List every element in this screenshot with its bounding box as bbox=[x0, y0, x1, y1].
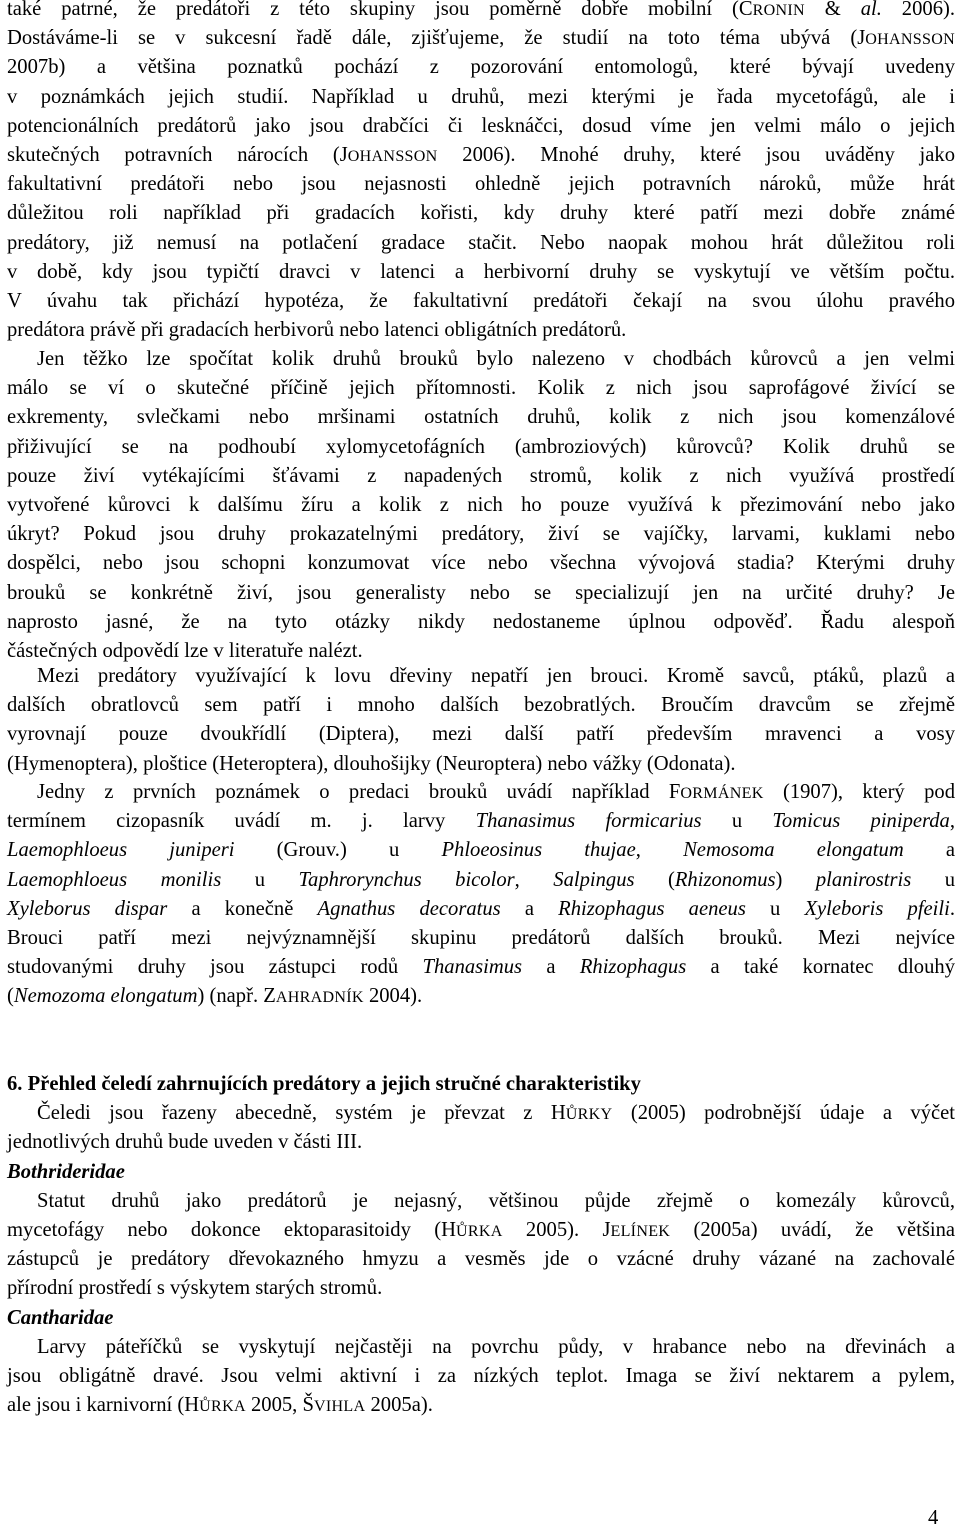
text-line: potencionálních predátorů jako jsou drabčíci či lesknáčci, dosud víme jen velmi málo o jejich bbox=[7, 114, 955, 137]
text-line: pouze živí vytékajícími šťávami z napadených stromů, kolik z nich využívá prostředí bbox=[7, 464, 955, 487]
paragraph-continuation bbox=[7, 0, 955, 345]
paragraph-first-notes bbox=[7, 778, 955, 1012]
text-line: Mezi predátory využívající k lovu dřeviny nepatří jen brouci. Kromě savců, ptáků, plazů a bbox=[37, 665, 955, 687]
text-line: vytvořené kůrovci k dalšímu žíru a kolik z nich ho pouze využívá k přezimování nebo jako bbox=[7, 493, 955, 516]
text-line: mycetofágy nebo dokonce ektoparasitoidy (HŮRKA 2005). JELÍNEK (2005a) uvádí, že většina bbox=[7, 1218, 956, 1241]
text-line: také patrné, že predátoři z této skupiny jsou poměrně dobře mobilní (CRONIN & al. 2006). bbox=[7, 0, 955, 20]
text-line: Dostáváme-li se v sukcesní řadě dále, zjišťujeme, že studií na toto téma ubývá (JOHANSSON bbox=[7, 27, 955, 50]
text-line: Laemophloeus monilis u Taphrorynchus bicolor, Salpingus (Rhizonomus) planirostris u bbox=[7, 868, 955, 891]
text-line: termínem cizopasník uvádí m. j. larvy Thanasimus formicarius u Tomicus piniperda, bbox=[7, 810, 956, 833]
section-6 bbox=[7, 1070, 955, 1420]
family-name-cantharidae: Cantharidae bbox=[7, 1306, 114, 1329]
text-line: Xyleborus dispar a konečně Agnathus decoratus a Rhizophagus aeneus u Xyleboris pfeili. bbox=[7, 897, 956, 920]
text-line: přiživující se na podhoubí xylomycetofágních (ambroziových) kůrovců? Kolik druhů se bbox=[7, 435, 955, 458]
paragraph-other-predators bbox=[7, 662, 955, 779]
text-line: (Hymenoptera), ploštice (Heteroptera), dlouhošijky (Neuroptera) nebo vážky (Odonata). bbox=[7, 752, 736, 775]
text-line: Čeledi jsou řazeny abecedně, systém je převzat z HŮRKY (2005) podrobnější údaje a výčet bbox=[37, 1102, 955, 1125]
text-line: V úvahu tak přichází hypotéza, že fakultativní predátoři čekají na svou úlohu pravého bbox=[7, 289, 955, 312]
text-line: přírodní prostředí s výskytem starých stromů. bbox=[7, 1277, 383, 1300]
section-heading: 6. Přehled čeledí zahrnujících predátory a jejich stručné charakteristiky bbox=[7, 1073, 641, 1095]
text-line: v poznámkách jejich studií. Například u druhů, mezi kterými je řada mycetofágů, ale i bbox=[7, 85, 955, 108]
text-line: úkryt? Pokud jsou druhy prokazatelnými predátory, živí se vajíčky, larvami, kuklami nebo bbox=[7, 523, 955, 546]
text-line: Laemophloeus juniperi (Grouv.) u Phloeosinus thujae, Nemosoma elongatum a bbox=[7, 839, 956, 862]
text-line: naprosto jasné, že na tyto otázky nikdy nedostaneme úplnou odpověď. Řadu alespoň bbox=[7, 610, 955, 633]
text-line: Brouci patří mezi nejvýznamnější skupinu predátorů dalších brouků. Mezi nejvíce bbox=[7, 926, 955, 949]
text-line: částečných odpovědí lze v literatuře nalézt. bbox=[7, 639, 363, 662]
text-line: Jedny z prvních poznámek o predaci brouků uvádí například FORMÁNEK (1907), který pod bbox=[37, 781, 955, 803]
text-line: ale jsou i karnivorní (HŮRKA 2005, ŠVIHLA 2005a). bbox=[7, 1394, 433, 1417]
text-line: Statut druhů jako predátorů je nejasný, většinou půjde zřejmě o komezály kůrovců, bbox=[37, 1189, 955, 1212]
text-line: predátory, již nemusí na potlačení gradace stačit. Nebo naopak mohou hrát důležitou roli bbox=[7, 231, 955, 254]
text-line: důležitou roli například při gradacích kořisti, kdy druhy které patří mezi dobře známé bbox=[7, 202, 955, 225]
text-line: zástupců je predátory dřevokazného hmyzu a vesměs jde o vzácné druhy vázané na zachovalé bbox=[7, 1248, 955, 1271]
text-line: dospělci, nebo jsou schopni konzumovat více nebo všechna vývojová stadia? Kterými druhy bbox=[7, 552, 955, 575]
text-line: (Nemozoma elongatum) (např. ZAHRADNÍK 2004). bbox=[7, 985, 423, 1008]
text-line: jsou obligátně dravé. Jsou velmi aktivní i za nízkých teplot. Imaga se živí nektarem a pylem, bbox=[7, 1364, 955, 1387]
text-line: dalších obratlovců sem patří i mnoho dalších bezobratlých. Broučím dravcům se zřejmě bbox=[7, 694, 955, 717]
text-line: fakultativní predátoři nebo jsou nejasnosti ohledně jejich potravních nároků, může hrát bbox=[7, 173, 955, 196]
text-line: málo se ví o skutečné příčině jejich přítomnosti. Kolik z nich jsou saprofágové živící se bbox=[7, 377, 955, 400]
text-line: skutečných potravních nárocích (JOHANSSON 2006). Mnohé druhy, které jsou uváděny jako bbox=[7, 143, 955, 166]
text-line: Larvy páteříčků se vyskytují nejčastěji na povrchu půdy, v hrabance nebo na dřevinách a bbox=[37, 1335, 955, 1358]
text-line: brouků se konkrétně živí, jsou generalisty nebo se specializují jen na určité druhy? Je bbox=[7, 581, 955, 604]
text-line: v době, kdy jsou typičtí dravci v latenci a herbivorní druhy se vyskytují ve větším počtu. bbox=[7, 260, 955, 283]
text-line: jednotlivých druhů bude uveden v části III. bbox=[7, 1131, 363, 1154]
text-line: exkrementy, svlečkami nebo mršinami ostatních druhů, kolik z nich jsou komenzálové bbox=[7, 406, 955, 429]
text-line: vyrovnají pouze dvoukřídlí (Diptera), mezi další patří především mravenci a vosy bbox=[7, 723, 955, 746]
text-line: Jen těžko lze spočítat kolik druhů brouků bylo nalezeno v chodbách kůrovců a jen velmi bbox=[37, 348, 955, 370]
family-name-bothrideridae: Bothrideridae bbox=[7, 1160, 125, 1183]
paragraph-beetles-in-galleries bbox=[7, 345, 955, 666]
text-line: 2007b) a většina poznatků pochází z pozorování entomologů, které bývají uvedeny bbox=[7, 56, 955, 79]
text-line: studovanými druhy jsou zástupci rodů Thanasimus a Rhizophagus a také kornatec dlouhý bbox=[7, 956, 955, 979]
page-number: 4 bbox=[928, 1507, 939, 1529]
text-line: predátora právě při gradacích herbivorů nebo latenci obligátních predátorů. bbox=[7, 319, 627, 342]
